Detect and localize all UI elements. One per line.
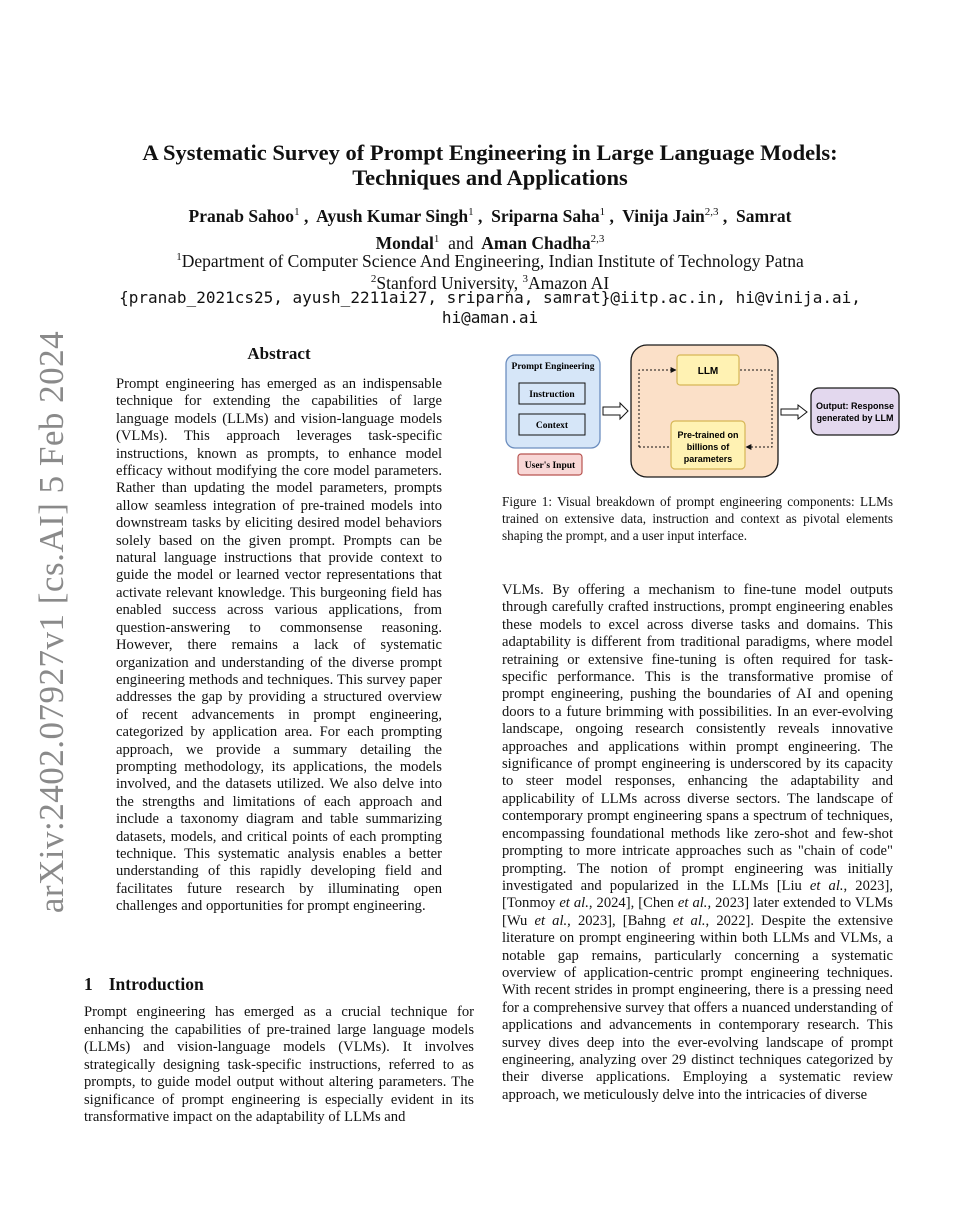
output-label-2: generated by LLM — [816, 413, 894, 423]
author-affil-sup: 1 — [294, 206, 300, 218]
author-name: Pranab Sahoo — [188, 205, 295, 226]
citation-etal: et al. — [809, 877, 844, 894]
pretrained-label-3: parameters — [683, 454, 733, 464]
author-emails — [100, 288, 880, 328]
affil-sup: 3 — [522, 273, 528, 285]
output-box — [811, 388, 899, 435]
text-run: , 2023], [Tonmoy — [502, 877, 893, 912]
output-label-1: Output: Response — [816, 401, 894, 411]
affil-text: Department of Computer Science And Engineering, Indian Institute of Technology Patna — [181, 250, 804, 271]
hollow-arrow-right-icon — [781, 405, 807, 419]
section-heading-introduction — [84, 974, 204, 995]
introduction-body: Prompt engineering has emerged as a crucial technique for enhancing the capabilities of pre-trained large language models (LLMs) and vision-language models (VLMs). It involves strategically designing task-specific instructions, referred to as prompts, to guide model output without altering parameters. The significance of prompt engineering is especially evident in its transformative impact on the adaptability of LLMs and — [84, 1004, 474, 1125]
citation-etal: et al. — [672, 912, 706, 929]
introduction-body-continued — [502, 582, 893, 1104]
author-name: Sriparna Saha — [491, 205, 600, 226]
affil-text: Stanford University, — [376, 272, 523, 293]
author-conjunction: and — [448, 232, 474, 253]
affil-sup: 1 — [176, 251, 182, 263]
author-name: Vinija Jain — [622, 205, 705, 226]
text-run: , 2023] later extended to VLMs [Wu — [502, 895, 893, 929]
section-title: Introduction — [108, 974, 204, 994]
users-input-label: User's Input — [524, 461, 576, 471]
author-name-first: Samrat — [736, 205, 792, 226]
author-affil-sup: 1 — [468, 206, 474, 218]
title-line-2: Techniques and Applications — [352, 165, 628, 190]
abstract-body: Prompt engineering has emerged as an indispensable technique for extending the capabilities of large language models (LLMs) and vision-language models (VLMs). This approach leverages task-specific instructions, known as prompts, to enhance model efficacy without modifying the core model parameters. Rather than updating the model parameters, prompts allow seamless integration of pre-trained models into downstream tasks by eliciting desired model behaviors solely based on the given prompt. Prompts can be natural language instructions that provide context to guide the model or learned vector representations that activate relevant knowledge. This burgeoning field has enabled success across various applications, from question-answering to commonsense reasoning. However, there remains a lack of systematic organization and understanding of the diverse prompt engineering methods and techniques. This survey paper addresses the gap by providing a structured overview of recent advancements in prompt engineering, categorized by application area. For each prompting approach, we provide a summary detailing the prompting methodology, its applications, the models involved, and the datasets utilized. We also delve into the strengths and limitations of each approach and include a taxonomy diagram and table summarizing datasets, models, and critical points of each prompting technique. This systematic analysis enables a better understanding of this rapidly developing field and facilitates future research by illuminating open challenges and opportunities for prompt engineering. — [116, 376, 442, 915]
author-name: Ayush Kumar Singh — [316, 205, 469, 226]
context-label: Context — [535, 421, 569, 431]
citation-etal: et al. — [534, 912, 568, 929]
author-name-last: Mondal — [375, 232, 434, 253]
pretrained-label-1: Pre-trained on — [677, 430, 739, 440]
citation-etal: et al. — [677, 895, 708, 912]
abstract-heading: Abstract — [247, 344, 311, 363]
text-run: VLMs. By offering a mechanism to fine-tune model outputs through carefully crafted instructions, prompt engineering enables these models to excel across diverse tasks and domains. This adaptability is different from traditional paradigms, where model retraining or extensive fine-tuning is often required for task-specific performance. This is the transformative promise of prompt engineering, pushing the boundaries of AI and opening doors to a future brimming with possibilities. In an ever-evolving landscape, ongoing research consistently reveals innovative approaches and applications within prompt engineering. The significance of prompt engineering is underscored by its capacity to steer model responses, enhancing the adaptability and applicability of LLMs across diverse sectors. The landscape of contemporary prompt engineering spans a spectrum of techniques, encompassing foundational methods like zero-shot and few-shot prompting to more intricate approaches such as "chain of code" prompting. The notion of prompt engineering was initially investigated and popularized in the LLMs [Liu — [502, 582, 893, 894]
llm-label: LLM — [697, 366, 719, 377]
citation-etal: et al. — [559, 895, 589, 912]
prompt-engineering-label: Prompt Engineering — [511, 362, 595, 372]
text-run: , 2024], [Chen — [588, 895, 678, 912]
section-number: 1 — [84, 974, 93, 994]
figure-caption: Figure 1: Visual breakdown of prompt engineering components: LLMs trained on extensive data, instruction and context as pivotal elements shaping the prompt, and a user input interface. — [502, 494, 893, 543]
email-line-1: {pranab_2021cs25, ayush_2211ai27, sriparna, samrat}@iitp.ac.in, hi@vinija.ai, — [119, 288, 861, 307]
text-run: , 2022]. Despite the extensive literature on prompt engineering within both LLMs and VLMs, a notable gap remains, particularly concerning a systematic overview of application-centric prompt engineering techniques. With recent strides in prompt engineering, there is a pressing need for a comprehensive survey that offers a nuanced understanding of applications and advancements in contemporary research. This survey dives deep into the ever-evolving landscape of prompt engineering, analyzing over 29 distinct techniques categorized by their diverse applications. Employing a systematic review approach, we meticulously delve into the intricacies of diverse — [502, 912, 893, 1103]
email-line-2: hi@aman.ai — [441, 308, 539, 327]
affil-sup: 2 — [370, 273, 377, 285]
text-run: , 2023], [Bahng — [567, 912, 673, 929]
author-affil-sup: 2,3 — [704, 206, 719, 218]
arxiv-identifier: arXiv:2402.07927v1 [cs.AI] 5 Feb 2024 — [32, 330, 71, 914]
author-line-1: Pranab Sahoo$^1$ , Ayush Kumar Singh$^1$ , Sriparna Saha$^1$ , Vinija Jain$^{2,3}$ , Samrat — [188, 205, 792, 226]
author-name: Aman Chadha — [481, 232, 591, 253]
affil-text: Amazon AI — [527, 272, 610, 293]
pretrained-label-2: billions of — [686, 442, 730, 452]
title-line-1: A Systematic Survey of Prompt Engineering in Large Language Models: — [142, 140, 838, 165]
author-affil-sup: 2,3 — [590, 232, 605, 245]
paper-title — [100, 140, 880, 190]
instruction-label: Instruction — [529, 390, 575, 400]
hollow-arrow-right-icon — [603, 403, 628, 419]
figure-prompt-engineering-diagram — [502, 343, 904, 483]
author-affil-sup: 1 — [599, 206, 606, 218]
author-affil-sup: 1 — [433, 232, 440, 245]
